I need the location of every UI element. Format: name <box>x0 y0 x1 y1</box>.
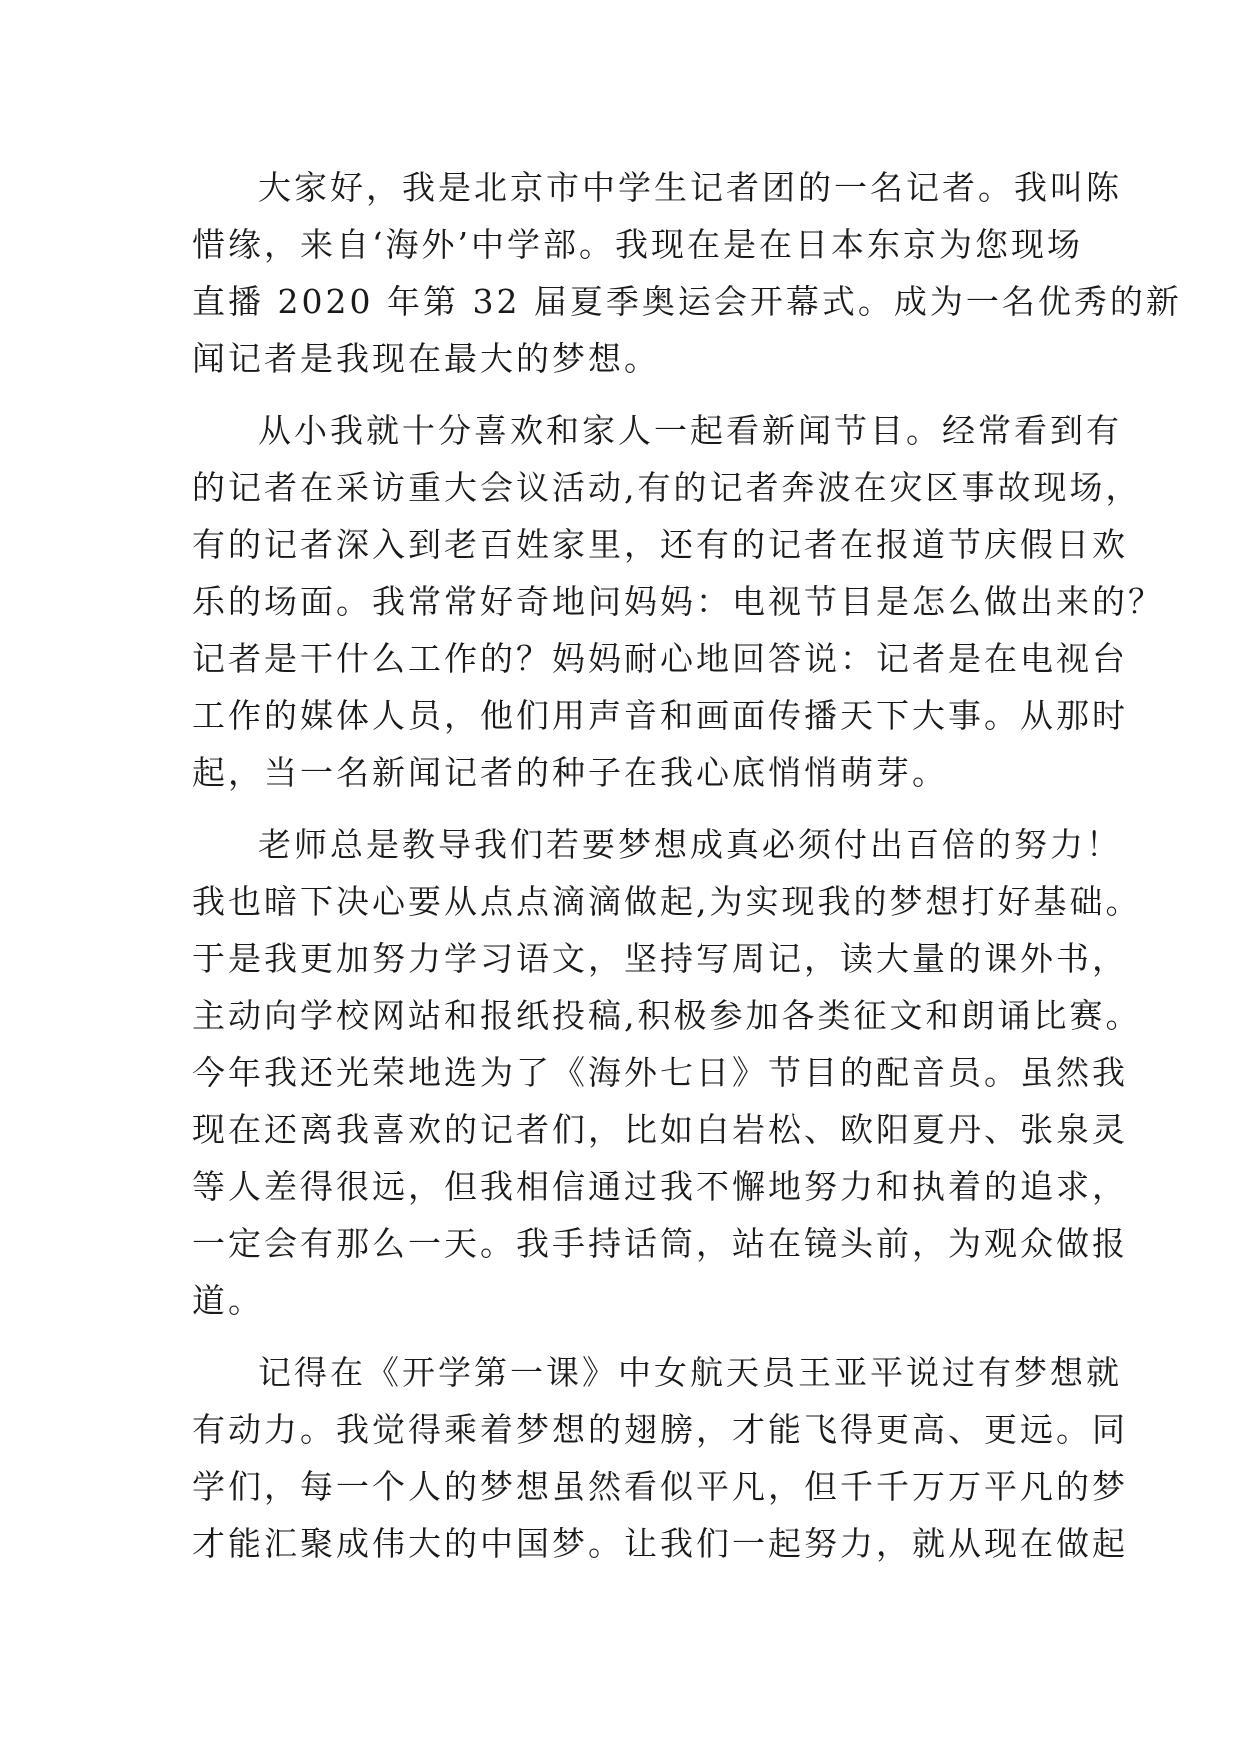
paragraph <box>192 1344 1128 1572</box>
text-line: 今年我还光荣地选为了《海外七日》节目的配音员。虽然我 <box>192 1053 1128 1092</box>
paragraph <box>192 402 1164 801</box>
text-line: 才能汇聚成伟大的中国梦。让我们一起努力，就从现在做起 <box>192 1524 1128 1563</box>
text-line: 有的记者深入到老百姓家里，还有的记者在报道节庆假日欢 <box>192 525 1128 564</box>
text-line: 主动向学校网站和报纸投稿,积极参加各类征文和朗诵比赛。 <box>192 996 1142 1035</box>
text-line: 闻记者是我现在最大的梦想。 <box>192 339 660 378</box>
text-line: 一定会有那么一天。我手持话筒，站在镜头前，为观众做报 <box>192 1224 1128 1263</box>
paragraph <box>192 816 1142 1329</box>
text-line: 惜缘，来自‘海外’中学部。我现在是在日本东京为您现场 <box>192 225 1083 264</box>
text-line: 记者是干什么工作的？妈妈耐心地回答说：记者是在电视台 <box>192 639 1128 678</box>
text-line: 等人差得很远，但我相信通过我不懈地努力和执着的追求， <box>192 1167 1128 1206</box>
text-line: 于是我更加努力学习语文，坚持写周记，读大量的课外书， <box>192 939 1128 978</box>
paragraph <box>192 159 1182 387</box>
text-line: 记得在《开学第一课》中女航天员王亚平说过有梦想就 <box>258 1353 1122 1392</box>
text-line: 大家好，我是北京市中学生记者团的一名记者。我叫陈 <box>258 168 1122 207</box>
text-line: 直播 2020 年第 32 届夏季奥运会开幕式。成为一名优秀的新 <box>192 282 1182 321</box>
paragraph-gap <box>192 1329 1052 1344</box>
text-line: 起，当一名新闻记者的种子在我心底悄悄萌芽。 <box>192 753 948 792</box>
text-line: 道。 <box>192 1281 264 1320</box>
text-line: 的记者在采访重大会议活动,有的记者奔波在灾区事故现场， <box>192 468 1142 507</box>
text-line: 老师总是教导我们若要梦想成真必须付出百倍的努力！ <box>258 825 1122 864</box>
paragraph-gap <box>192 801 1052 816</box>
text-line: 工作的媒体人员，他们用声音和画面传播天下大事。从那时 <box>192 696 1128 735</box>
text-line: 我也暗下决心要从点点滴滴做起,为实现我的梦想打好基础。 <box>192 882 1142 921</box>
text-line: 现在还离我喜欢的记者们，比如白岩松、欧阳夏丹、张泉灵 <box>192 1110 1128 1149</box>
text-line: 从小我就十分喜欢和家人一起看新闻节目。经常看到有 <box>258 411 1122 450</box>
paragraph-gap <box>192 387 1052 402</box>
text-line: 学们，每一个人的梦想虽然看似平凡，但千千万万平凡的梦 <box>192 1467 1128 1506</box>
body-text <box>192 159 1182 1572</box>
text-line: 乐的场面。我常常好奇地问妈妈：电视节目是怎么做出来的？ <box>192 582 1164 621</box>
text-line: 有动力。我觉得乘着梦想的翅膀，才能飞得更高、更远。同 <box>192 1410 1128 1449</box>
